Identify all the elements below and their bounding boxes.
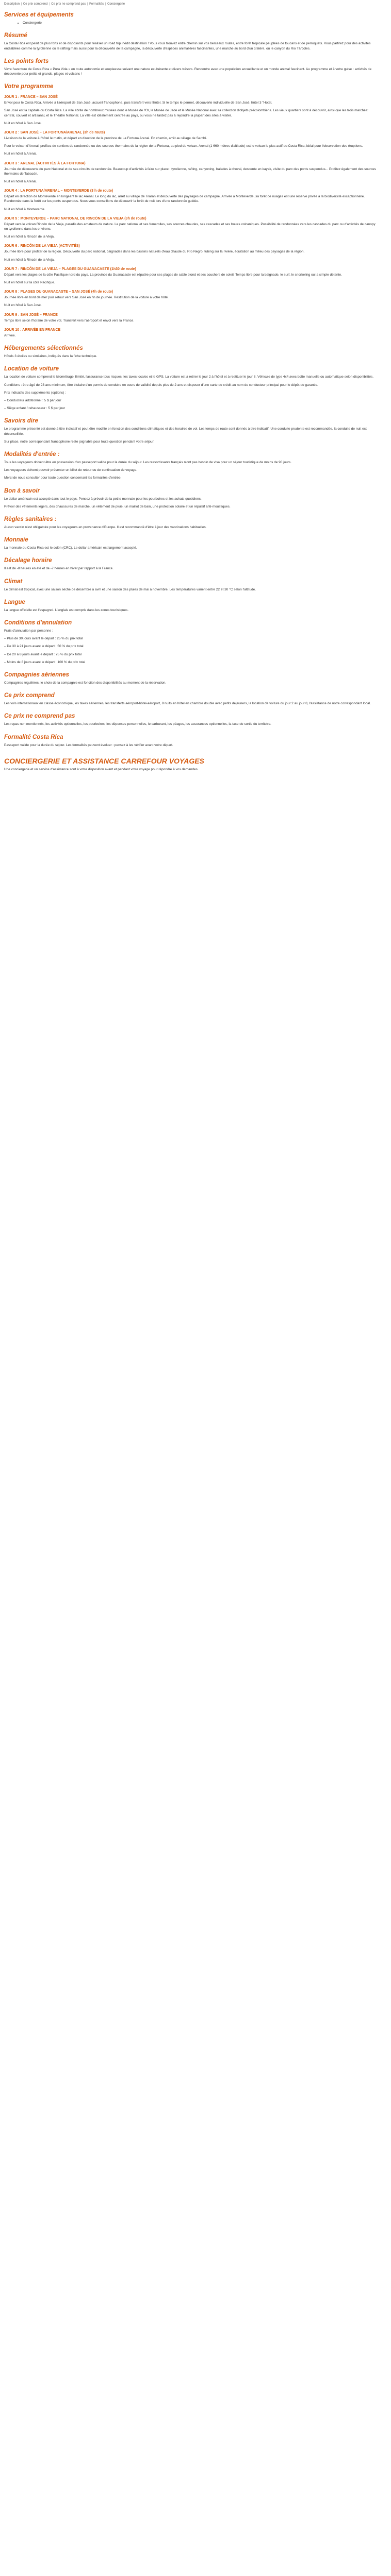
day-description: Départ en direction de Monteverde en longeant le lac Arenal. Le long du lac, arrêt au village de Tilarán et découverte des paysages de campagne. Arrivée à Monteverde, sa forêt de nuages est une réserve privée à la biodiversité exceptionnelle. Randonnée dans la forêt sur les ponts suspendus. Nous vous conseillons de découvrir la forêt de nuit lors d'une randonnée guidée. bbox=[4, 195, 365, 204]
conditions-d-annulation-paragraph: Frais d'annulation par personne : bbox=[4, 629, 53, 633]
day-description: Nuit en hôtel à Rincón de la Vieja. bbox=[4, 258, 55, 262]
modalites-d-entree-paragraph: Les voyageurs doivent pouvoir présenter un billet de retour ou de continuation de voyage. bbox=[4, 468, 138, 472]
regles-sanitaires-paragraph: Aucun vaccin n'est obligatoire pour les voyageurs en provenance d'Europe. Il est recommandé d'être à jour des vaccinations habituelles. bbox=[4, 525, 207, 529]
formalite-costa-rica-paragraph: Passeport valide pour la durée du séjour. Les formalités peuvent évoluer : pensez à les vérifier avant votre départ. bbox=[4, 743, 173, 747]
page bbox=[0, 0, 383, 780]
location-de-voiture-paragraph: La location de voiture comprend le kilométrage illimité, l'assurance tous risques, les taxes locales et le GPS. La voiture est à retirer le jour 2 à l'hôtel et à restituer le jour 8. Véhicule de type 4x4 avec boîte manuelle ou automatique selon disponibilités. bbox=[4, 375, 374, 379]
day-description: Nuit en hôtel à Monteverde. bbox=[4, 207, 45, 211]
day-description: Nuit en hôtel à San José. bbox=[4, 121, 42, 125]
day-description: Départ vers le volcan Rincón de la Vieja, paradis des amateurs de nature. Le parc national et ses fumerolles, ses sources chaudes, ses cascades et ses boues volcaniques. Possibilité de randonnées vers les cascades du parc ou d'activités de canopy en tyrolienne dans les environs. bbox=[4, 222, 376, 231]
breadcrumb-separator: | bbox=[20, 3, 23, 6]
breadcrumb-link-conciergerie[interactable]: Conciergerie bbox=[107, 3, 125, 6]
section-title-bon-a-savoir: Bon à savoir bbox=[4, 487, 40, 494]
section-title-formalite-costa-rica: Formalité Costa Rica bbox=[4, 734, 63, 740]
section-title-monnaie: Monnaie bbox=[4, 537, 28, 544]
resume-paragraph: La Costa Rica est peint de plus forts et de disposants pour réaliser un road trip inédit destination ! Vous vous trouvez entre chemin sur vos berceaux routes, entre forêt tropicale peuplées de toucans et de perroquets. Vous partirez pour des activités endiablées comme la tyrolienne ou le rafting mais aussi pour la découverte de la campagne, la découverte d'espèces animalières fascinantes, une marche au bord d'un cratère, ou le canyon du Rio Tárcoles. bbox=[4, 42, 371, 50]
section-title-ce-prix-ne-comprend-pas: Ce prix ne comprend pas bbox=[4, 713, 75, 720]
day-description: Nuit en hôtel à Arenal. bbox=[4, 180, 37, 184]
day-description: Arrivée. bbox=[4, 333, 16, 337]
day-title: JOUR 5 : MONTEVERDE – PARC NATIONAL DE RINCÓN DE LA VIEJA (3h de route) bbox=[4, 216, 146, 221]
ce-prix-comprend-paragraph: Les vols internationaux en classe économique, les taxes aériennes, les transferts aéroport-hôtel-aéroport, 8 nuits en hôtel en chambre double avec petits déjeuners, la location de voiture du jour 2 au jour 8, l'assistance de notre correspondant local. bbox=[4, 702, 371, 706]
day-title: JOUR 9 : SAN JOSÉ – FRANCE bbox=[4, 313, 58, 317]
breadcrumb bbox=[4, 2, 379, 7]
day-description: Nuit en hôtel à Arenal. bbox=[4, 152, 37, 156]
section-title-regles-sanitaires: Règles sanitaires : bbox=[4, 516, 57, 522]
day-description: Journée libre pour profiter de la région. Découverte du parc national, baignades dans les bassins naturels d'eau chaude du Río Negro, tubing sur la rivière, équitation au milieu des paysages de la région. bbox=[4, 250, 305, 254]
section-title-modalites-d-entree: Modalités d'entrée : bbox=[4, 451, 60, 457]
section-title-conditions-d-annulation: Conditions d'annulation bbox=[4, 619, 72, 626]
ce-prix-ne-comprend-pas-paragraph: Les repas non mentionnés, les activités optionnelles, les pourboires, les dépenses personnelles, le carburant, les péages, les assurances optionnelles, la taxe de sortie du territoire. bbox=[4, 722, 271, 726]
modalites-d-entree-paragraph: Merci de nous consulter pour toute question concernant les formalités d'entrée. bbox=[4, 476, 122, 480]
day-description: Temps libre selon l'horaire de votre vol. Transfert vers l'aéroport et envol vers la France. bbox=[4, 318, 135, 323]
breadcrumb-link-formalites[interactable]: Formalités bbox=[89, 3, 104, 6]
section-title-les-points-forts: Les points forts bbox=[4, 58, 49, 64]
section-title-votre-programme: Votre programme bbox=[4, 83, 54, 90]
monnaie-paragraph: La monnaie du Costa Rica est le colón (CRC). Le dollar américain est largement accepté. bbox=[4, 546, 137, 550]
breadcrumb-separator: | bbox=[48, 3, 51, 6]
day-title: JOUR 3 : ARENAL (ACTIVITÉS À LA FORTUNA) bbox=[4, 161, 86, 165]
compagnies-aeriennes-paragraph: Compagnies régulières, le choix de la compagnie est fonction des disponibilités au moment de la réservation. bbox=[4, 681, 167, 685]
section-title-conciergerie-et-assistance-carrefour-voyages: CONCIERGERIE ET ASSISTANCE CARREFOUR VOYAGES bbox=[4, 756, 204, 765]
climat-paragraph: Le climat est tropical, avec une saison sèche de décembre à avril et une saison des pluies de mai à novembre. Les températures varient entre 22 et 30 °C selon l'altitude. bbox=[4, 587, 256, 591]
bon-a-savoir-paragraph: Le dollar américain est accepté dans tout le pays. Pensez à prévoir de la petite monnaie pour les pourboires et les achats quotidiens. bbox=[4, 497, 202, 501]
day-title: JOUR 7 : RINCÓN DE LA VIEJA – PLAGES DU GUANACASTE (1h30 de route) bbox=[4, 267, 136, 271]
service-item: • Conciergerie bbox=[23, 21, 379, 25]
service-list bbox=[4, 21, 379, 25]
les-points-forts-paragraph: Vivre l'aventure de Costa Rica « Pura Vida » en toute autonomie et soupleesse suivant une nature exubérante et divers trésors. Rencontre avec une population accueillante et un monde animal fascinant. Au programme et à votre guise : activités de découverte pour petits et grands, plages et volcans ! bbox=[4, 67, 372, 76]
section-title-compagnies-aeriennes: Compagnies aériennes bbox=[4, 671, 69, 678]
location-de-voiture-paragraph: Prix indicatifs des suppléments (options) : bbox=[4, 391, 66, 395]
breadcrumb-link-description[interactable]: Description bbox=[4, 3, 20, 6]
breadcrumb-link-ce-prix-comprend[interactable]: Ce prix comprend bbox=[23, 3, 48, 6]
day-description: Journée de découverte du parc National et de ses circuits de randonnée. Beaucoup d'activités à faire sur place : tyrolienne, rafting, canyoning, balades à cheval, descente en kayak, visite du parc des ponts suspendus... Profitez également des sources thermales de Tabacón. bbox=[4, 167, 377, 176]
day-description: Nuit en hôtel à San José. bbox=[4, 303, 42, 308]
section-title-savoirs-dire: Savoirs dire bbox=[4, 418, 38, 425]
section-title-decalage-horaire: Décalage horaire bbox=[4, 557, 52, 564]
conciergerie-et-assistance-carrefour-voyages-paragraph: Une conciergerie et un service d'assistance sont à votre disposition avant et pendant votre voyage pour répondre à vos demandes. bbox=[4, 767, 199, 771]
day-title: JOUR 6 : RINCÓN DE LA VIEJA (ACTIVITÉS) bbox=[4, 244, 80, 248]
section-title-climat: Climat bbox=[4, 578, 23, 585]
section-title-ce-prix-comprend: Ce prix comprend bbox=[4, 692, 55, 699]
location-de-voiture-paragraph: – Siège enfant / rehausseur : 5 $ par jour bbox=[4, 406, 66, 411]
section-title-langue: Langue bbox=[4, 599, 25, 605]
conditions-d-annulation-paragraph: – De 20 à 8 jours avant le départ : 75 % du prix total bbox=[4, 652, 82, 656]
section-title-location-de-voiture: Location de voiture bbox=[4, 366, 59, 372]
day-title: JOUR 1 : FRANCE – SAN JOSÉ bbox=[4, 95, 58, 99]
savoirs-dire-paragraph: Le programme présenté est donné à titre indicatif et peut être modifié en fonction des conditions climatiques et des horaires de vol. Les temps de route sont donnés à titre indicatif. Une conduite prudente est recommandée, la conduite de nuit est déconseillée. bbox=[4, 427, 367, 436]
conditions-d-annulation-paragraph: – De 30 à 21 jours avant le départ : 50 % du prix total bbox=[4, 645, 84, 649]
location-de-voiture-paragraph: Conditions : être âgé de 23 ans minimum, être titulaire d'un permis de conduire en cours de validité depuis plus de 2 ans et disposer d'une carte de crédit au nom du conducteur principal pour le dépôt de garantie. bbox=[4, 383, 318, 387]
location-de-voiture-paragraph: – Conducteur additionnel : 5 $ par jour bbox=[4, 398, 61, 402]
page-content bbox=[4, 12, 379, 772]
day-description: Départ vers les plages de la côte Pacifique nord du pays. La province du Guanacaste est réputée pour ses plages de sable blond et ses couchers de soleil. Temps libre pour la baignade, le surf, le snorkeling ou la simple détente. bbox=[4, 273, 342, 277]
day-title: JOUR 2 : SAN JOSÉ – LA FORTUNA/ARENAL (3h de route) bbox=[4, 131, 105, 135]
day-description: Livraison de la voiture à l'hôtel le matin, et départ en direction de la province de La Fortuna Arenal. En chemin, arrêt au village de Sarchí. bbox=[4, 137, 207, 141]
breadcrumb-separator: | bbox=[86, 3, 89, 6]
day-description: Journée libre en bord de mer puis retour vers San José en fin de journée. Restitution de la voiture à votre hôtel. bbox=[4, 296, 170, 300]
day-description: Nuit en hôtel à Rincón de la Vieja. bbox=[4, 235, 55, 239]
day-description: Pour le volcan d'Arenal, profitez de sentiers de randonnée ou des sources thermales de la région de la Fortuna, au pied du volcan. Arenal (1 660 mètres d'altitude) est le volcan le plus actif du Costa Rica, idéal pour l'observation des éruptions. bbox=[4, 144, 363, 148]
langue-paragraph: La langue officielle est l'espagnol. L'anglais est compris dans les zones touristiques. bbox=[4, 608, 129, 612]
day-title: JOUR 4 : LA FORTUNA/ARENAL – MONTEVERDE (3 h de route) bbox=[4, 189, 113, 193]
breadcrumb-link-ce-prix-ne-comprend-pas[interactable]: Ce prix ne comprend pas bbox=[51, 3, 86, 6]
conditions-d-annulation-paragraph: – Plus de 30 jours avant le départ : 25 % du prix total bbox=[4, 637, 83, 641]
hebergements-selectionnes-paragraph: Hôtels 3 étoiles ou similaires, indiqués dans la fiche technique. bbox=[4, 354, 97, 359]
section-title-services-et-equipements: Services et équipements bbox=[4, 12, 74, 19]
conditions-d-annulation-paragraph: – Moins de 8 jours avant le départ : 100 % du prix total bbox=[4, 660, 86, 664]
day-description: Envol pour le Costa Rica. Arrivée à l'aéroport de San José, accueil francophone, puis transfert vers l'hôtel. Si le temps le permet, découverte individuelle de San José, hôtel 3 "Hotel. bbox=[4, 101, 272, 105]
savoirs-dire-paragraph: Sur place, notre correspondant francophone reste joignable pour toute question pendant votre séjour. bbox=[4, 439, 155, 444]
section-title-hebergements-selectionnes: Hébergements sélectionnés bbox=[4, 345, 83, 352]
modalites-d-entree-paragraph: Tous les voyageurs doivent être en possession d'un passeport valide pour la durée du séjour. Les ressortissants français n'ont pas besoin de visa pour un séjour touristique de moins de 90 jours. bbox=[4, 460, 292, 464]
section-title-resume: Résumé bbox=[4, 32, 27, 39]
day-title: JOUR 8 : PLAGES DU GUANACASTE – SAN JOSÉ (4h de route) bbox=[4, 290, 113, 294]
day-title: JOUR 10 : ARRIVÉE EN FRANCE bbox=[4, 328, 61, 332]
breadcrumb-separator: | bbox=[104, 3, 107, 6]
day-description: San José est la capitale du Costa Rica. La ville abrite de nombreux musées dont le Musée de l'Or, le Musée de Jade et le Musée National avec sa collection d'objets précolombiens. Les vieux quartiers sont à découvrir, ainsi que les trois marchés: central, couvert et artisanal, et le Théâtre National. La ville est idéalement centrée au pays, ou vous ne tardez pas à rejoindre la plupart des sites à visiter. bbox=[4, 109, 368, 117]
day-description: Nuit en hôtel sur la côte Pacifique. bbox=[4, 281, 55, 285]
bon-a-savoir-paragraph: Prévoir des vêtements légers, des chaussures de marche, un vêtement de pluie, un maillot de bain, une protection solaire et un répulsif anti-moustiques. bbox=[4, 504, 231, 509]
decalage-horaire-paragraph: Il est de -8 heures en été et de -7 heures en hiver par rapport à la France. bbox=[4, 567, 114, 571]
